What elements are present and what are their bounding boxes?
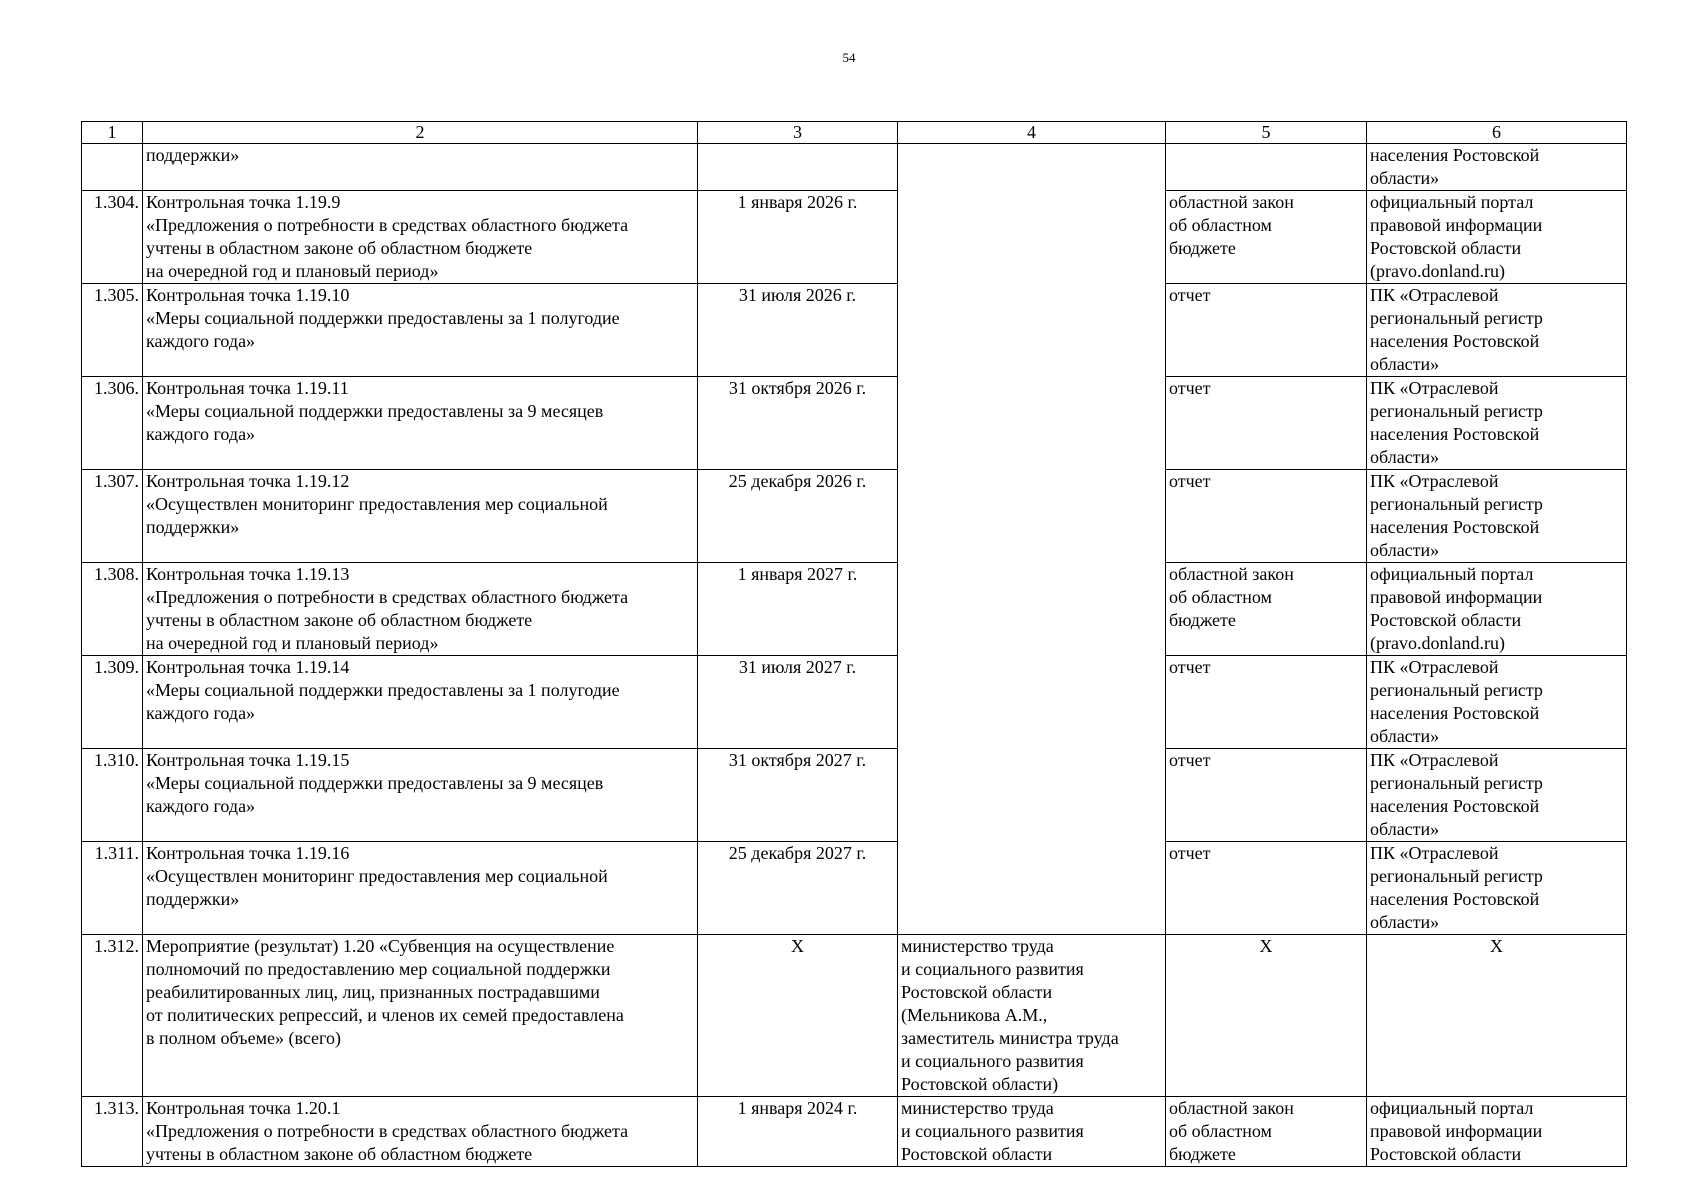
- text-line: региональный регистр: [1370, 494, 1543, 514]
- header-row: [82, 122, 1627, 144]
- text-line: региональный регистр: [1370, 308, 1543, 328]
- text-line: Контрольная точка 1.19.15: [146, 750, 350, 770]
- date-cell: 31 июля 2027 г.: [698, 656, 898, 749]
- text-line: области»: [1370, 540, 1440, 560]
- text-line: «Меры социальной поддержки предоставлены за 1 полугодие: [146, 308, 620, 328]
- text-line: правовой информации: [1370, 1121, 1543, 1141]
- text-line: каждого года»: [146, 424, 256, 444]
- number-cell: 1.312.: [82, 935, 143, 1097]
- text-line: на очередной год и плановый период»: [146, 261, 439, 281]
- text-line: населения Ростовской: [1370, 517, 1540, 537]
- source-cell: [1367, 842, 1627, 935]
- number-cell: 1.305.: [82, 284, 143, 377]
- source-cell: [1367, 284, 1627, 377]
- text-line: отчет: [1169, 378, 1211, 398]
- text-line: Ростовской области: [1370, 1144, 1522, 1164]
- text-line: региональный регистр: [1370, 680, 1543, 700]
- text-line: области»: [1370, 912, 1440, 932]
- date-cell: 31 октября 2027 г.: [698, 749, 898, 842]
- doc-type-cell: [1166, 377, 1367, 470]
- text-line: отчет: [1169, 285, 1211, 305]
- text-line: в полном объеме» (всего): [146, 1028, 341, 1048]
- text-line: региональный регистр: [1370, 866, 1543, 886]
- table-row: [82, 1097, 1627, 1167]
- description-cell: [143, 284, 698, 377]
- text-line: официальный портал: [1370, 1098, 1534, 1118]
- description-cell: [143, 377, 698, 470]
- description-cell: [143, 470, 698, 563]
- number-cell: [82, 144, 143, 191]
- text-line: Контрольная точка 1.19.12: [146, 471, 350, 491]
- table-row: [82, 656, 1627, 749]
- text-line: отчет: [1169, 750, 1211, 770]
- responsible-cell-merged: [898, 144, 1166, 935]
- table-row: [82, 563, 1627, 656]
- text-line: учтены в областном законе об областном бюджете: [146, 238, 533, 258]
- text-line: отчет: [1169, 657, 1211, 677]
- number-cell: 1.309.: [82, 656, 143, 749]
- text-line: Мероприятие (результат) 1.20 «Субвенция на осуществление: [146, 936, 615, 956]
- text-line: населения Ростовской: [1370, 703, 1540, 723]
- text-line: и социального развития: [901, 1121, 1084, 1141]
- text-line: области»: [1370, 726, 1440, 746]
- number-cell: 1.304.: [82, 191, 143, 284]
- text-line: официальный портал: [1370, 192, 1534, 212]
- text-line: области»: [1370, 447, 1440, 467]
- text-line: реабилитированных лиц, лиц, признанных пострадавшими: [146, 982, 600, 1002]
- header-cell-3: 3: [698, 122, 898, 144]
- text-line: «Осуществлен мониторинг предоставления мер социальной: [146, 866, 608, 886]
- table-row: [82, 191, 1627, 284]
- text-line: «Предложения о потребности в средствах областного бюджета: [146, 1121, 629, 1141]
- doc-type-cell: [1166, 284, 1367, 377]
- text-line: области»: [1370, 168, 1440, 188]
- text-line: бюджете: [1169, 610, 1236, 630]
- description-cell: [143, 144, 698, 191]
- header-cell-2: 2: [143, 122, 698, 144]
- doc-type-cell: [1166, 842, 1367, 935]
- table-row: [82, 842, 1627, 935]
- source-cell: [1367, 656, 1627, 749]
- text-line: каждого года»: [146, 331, 256, 351]
- text-line: об областном: [1169, 587, 1272, 607]
- text-line: области»: [1370, 354, 1440, 374]
- text-line: населения Ростовской: [1370, 424, 1540, 444]
- text-line: «Предложения о потребности в средствах областного бюджета: [146, 215, 629, 235]
- text-line: на очередной год и плановый период»: [146, 633, 439, 653]
- text-line: Контрольная точка 1.19.13: [146, 564, 350, 584]
- source-cell: X: [1367, 935, 1627, 1097]
- text-line: поддержки»: [146, 145, 240, 165]
- text-line: области»: [1370, 819, 1440, 839]
- text-line: областной закон: [1169, 192, 1294, 212]
- text-line: заместитель министра труда: [901, 1028, 1119, 1048]
- text-line: учтены в областном законе об областном бюджете: [146, 1144, 533, 1164]
- document-table: [81, 121, 1627, 1167]
- text-line: об областном: [1169, 1121, 1272, 1141]
- text-line: поддержки»: [146, 889, 240, 909]
- text-line: «Меры социальной поддержки предоставлены за 9 месяцев: [146, 773, 604, 793]
- doc-type-cell: [1166, 144, 1367, 191]
- continuation-row: [82, 144, 1627, 191]
- description-cell: [143, 842, 698, 935]
- text-line: Контрольная точка 1.19.10: [146, 285, 350, 305]
- page-number: 54: [842, 50, 856, 65]
- date-cell: 1 января 2027 г.: [698, 563, 898, 656]
- text-line: каждого года»: [146, 703, 256, 723]
- text-line: «Предложения о потребности в средствах областного бюджета: [146, 587, 629, 607]
- source-cell: [1367, 749, 1627, 842]
- text-line: Контрольная точка 1.19.14: [146, 657, 350, 677]
- text-line: министерство труда: [901, 936, 1054, 956]
- header-cell-5: 5: [1166, 122, 1367, 144]
- text-line: об областном: [1169, 215, 1272, 235]
- text-line: Контрольная точка 1.19.11: [146, 378, 349, 398]
- text-line: ПК «Отраслевой: [1370, 285, 1499, 305]
- table-row: [82, 377, 1627, 470]
- text-line: и социального развития: [901, 959, 1084, 979]
- text-line: учтены в областном законе об областном бюджете: [146, 610, 533, 630]
- date-cell: 1 января 2026 г.: [698, 191, 898, 284]
- source-cell: [1367, 144, 1627, 191]
- doc-type-cell: [1166, 656, 1367, 749]
- doc-type-cell: [1166, 191, 1367, 284]
- doc-type-cell: [1166, 470, 1367, 563]
- source-cell: [1367, 191, 1627, 284]
- doc-type-cell: [1166, 749, 1367, 842]
- description-cell: [143, 191, 698, 284]
- text-line: ПК «Отраслевой: [1370, 750, 1499, 770]
- description-cell: [143, 935, 698, 1097]
- text-line: региональный регистр: [1370, 401, 1543, 421]
- text-line: «Меры социальной поддержки предоставлены за 1 полугодие: [146, 680, 620, 700]
- date-cell: 1 января 2024 г.: [698, 1097, 898, 1167]
- text-line: региональный регистр: [1370, 773, 1543, 793]
- doc-type-cell: [1166, 1097, 1367, 1167]
- header-cell-1: 1: [82, 122, 143, 144]
- number-cell: 1.310.: [82, 749, 143, 842]
- description-cell: [143, 749, 698, 842]
- responsible-cell: [898, 1097, 1166, 1167]
- number-cell: 1.307.: [82, 470, 143, 563]
- text-line: полномочий по предоставлению мер социальной поддержки: [146, 959, 611, 979]
- header-cell-4: 4: [898, 122, 1166, 144]
- text-line: ПК «Отраслевой: [1370, 657, 1499, 677]
- text-line: (pravo.donland.ru): [1370, 633, 1505, 653]
- table-row: [82, 935, 1627, 1097]
- text-line: населения Ростовской: [1370, 331, 1540, 351]
- description-cell: [143, 1097, 698, 1167]
- text-line: Ростовской области: [1370, 238, 1522, 258]
- text-line: Ростовской области): [901, 1074, 1059, 1094]
- text-line: правовой информации: [1370, 587, 1543, 607]
- text-line: «Осуществлен мониторинг предоставления мер социальной: [146, 494, 608, 514]
- text-line: отчет: [1169, 843, 1211, 863]
- date-cell: 25 декабря 2027 г.: [698, 842, 898, 935]
- table-row: [82, 470, 1627, 563]
- text-line: Ростовской области: [901, 982, 1053, 1002]
- source-cell: [1367, 1097, 1627, 1167]
- text-line: поддержки»: [146, 517, 240, 537]
- text-line: отчет: [1169, 471, 1211, 491]
- text-line: населения Ростовской: [1370, 145, 1540, 165]
- text-line: Ростовской области: [1370, 610, 1522, 630]
- table-row: [82, 749, 1627, 842]
- text-line: министерство труда: [901, 1098, 1054, 1118]
- text-line: (Мельникова А.М.,: [901, 1005, 1048, 1025]
- source-cell: [1367, 563, 1627, 656]
- date-cell: 25 декабря 2026 г.: [698, 470, 898, 563]
- text-line: бюджете: [1169, 1144, 1236, 1164]
- text-line: ПК «Отраслевой: [1370, 843, 1499, 863]
- responsible-cell: [898, 935, 1166, 1097]
- description-cell: [143, 563, 698, 656]
- text-line: ПК «Отраслевой: [1370, 471, 1499, 491]
- header-cell-6: 6: [1367, 122, 1627, 144]
- text-line: Контрольная точка 1.20.1: [146, 1098, 341, 1118]
- date-cell: X: [698, 935, 898, 1097]
- text-line: правовой информации: [1370, 215, 1543, 235]
- text-line: областной закон: [1169, 1098, 1294, 1118]
- text-line: населения Ростовской: [1370, 796, 1540, 816]
- table-row: [82, 284, 1627, 377]
- number-cell: 1.306.: [82, 377, 143, 470]
- number-cell: 1.311.: [82, 842, 143, 935]
- text-line: бюджете: [1169, 238, 1236, 258]
- text-line: (pravo.donland.ru): [1370, 261, 1505, 281]
- doc-type-cell: X: [1166, 935, 1367, 1097]
- number-cell: 1.313.: [82, 1097, 143, 1167]
- text-line: Контрольная точка 1.19.9: [146, 192, 341, 212]
- text-line: ПК «Отраслевой: [1370, 378, 1499, 398]
- text-line: официальный портал: [1370, 564, 1534, 584]
- date-cell: [698, 144, 898, 191]
- doc-type-cell: [1166, 563, 1367, 656]
- text-line: «Меры социальной поддержки предоставлены за 9 месяцев: [146, 401, 604, 421]
- text-line: каждого года»: [146, 796, 256, 816]
- date-cell: 31 октября 2026 г.: [698, 377, 898, 470]
- text-line: областной закон: [1169, 564, 1294, 584]
- text-line: Ростовской области: [901, 1144, 1053, 1164]
- number-cell: 1.308.: [82, 563, 143, 656]
- description-cell: [143, 656, 698, 749]
- text-line: и социального развития: [901, 1051, 1084, 1071]
- text-line: Контрольная точка 1.19.16: [146, 843, 350, 863]
- source-cell: [1367, 377, 1627, 470]
- text-line: от политических репрессий, и членов их семей предоставлена: [146, 1005, 624, 1025]
- text-line: населения Ростовской: [1370, 889, 1540, 909]
- date-cell: 31 июля 2026 г.: [698, 284, 898, 377]
- source-cell: [1367, 470, 1627, 563]
